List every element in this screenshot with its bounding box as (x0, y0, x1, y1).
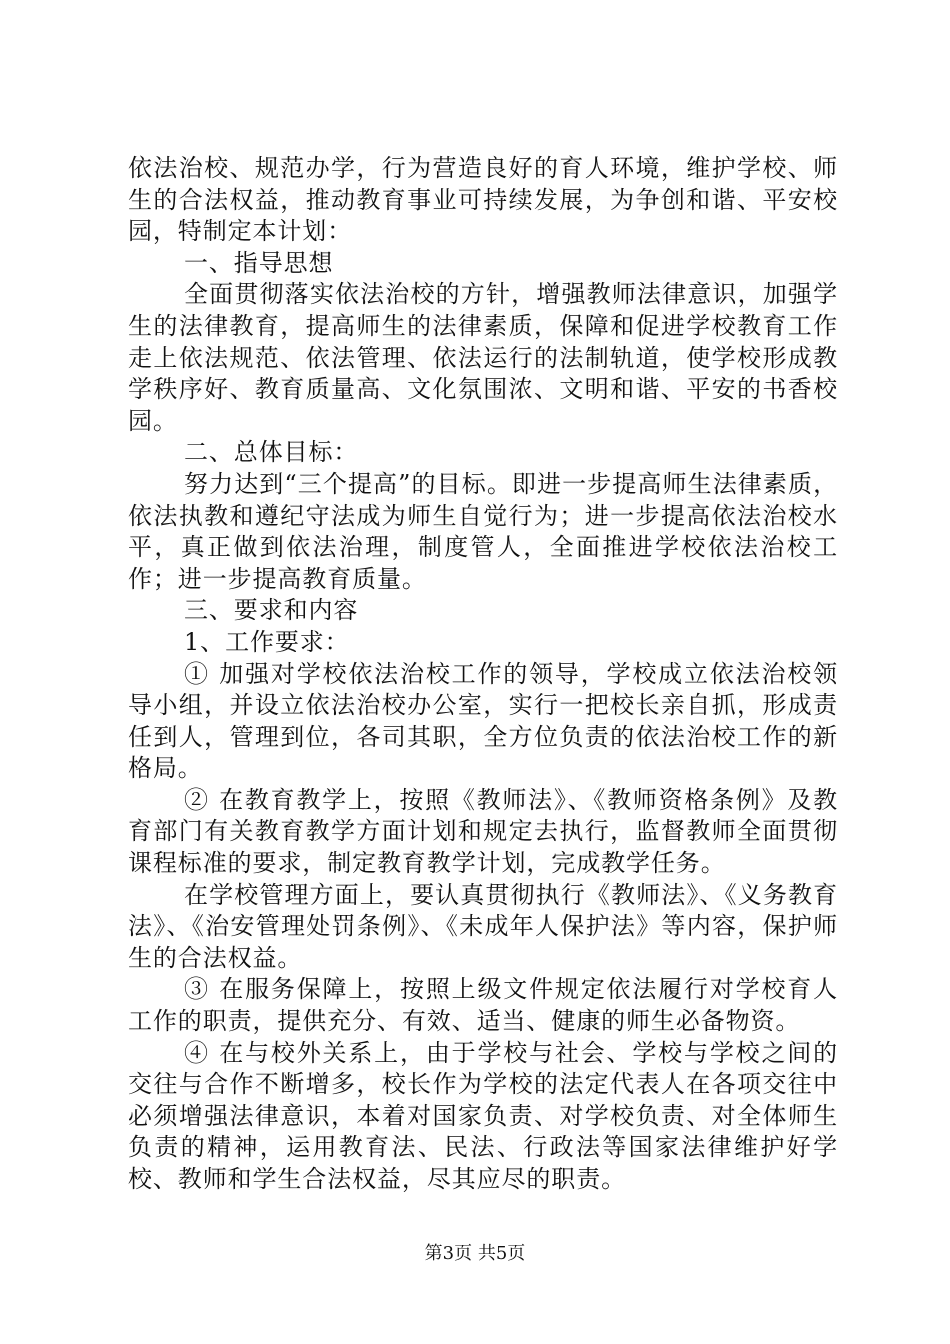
paragraph-school-management: 在学校管理方面上，要认真贯彻执行《教师法》、《义务教育法》、《治安管理处罚条例》、《未成年人保护法》等内容，保护师生的合法权益。 (128, 880, 838, 972)
paragraph-guiding-ideology: 全面贯彻落实依法治校的方针，增强教师法律意识，加强学生的法律教育，提高师生的法律素质，保障和促进学校教育工作走上依法规范、依法管理、依法运行的法制轨道，使学校形成教学秩序好、教育质量高、文化氛围浓、文明和谐、平安的书香校园。 (128, 280, 838, 435)
heading-guiding-ideology: 一、指导思想 (184, 248, 334, 277)
paragraph-overall-goal: 努力达到“三个提高”的目标。即进一步提高师生法律素质，依法执教和遵纪守法成为师生自觉行为；进一步提高依法治校水平，真正做到依法治理，制度管人，全面推进学校依法治校工作；进一步提高教育质量。 (128, 469, 838, 593)
page-footer (0, 1242, 950, 1266)
page-number: 第3页 共5页 (424, 1243, 526, 1264)
paragraph-intro: 依法治校、规范办学，行为营造良好的育人环境，维护学校、师生的合法权益，推动教育事业可持续发展，为争创和谐、平安校园，特制定本计划： (128, 154, 838, 246)
paragraph-item-4: ④ 在与校外关系上，由于学校与社会、学校与学校之间的交往与合作不断增多，校长作为学校的法定代表人在各项交往中必须增强法律意识，本着对国家负责、对学校负责、对全体师生负责的精神，运用教育法、民法、行政法等国家法律维护好学校、教师和学生合法权益，尽其应尽的职责。 (128, 1038, 838, 1193)
heading-requirements: 三、要求和内容 (184, 596, 359, 625)
heading-overall-goal: 二、总体目标： (184, 438, 359, 467)
subheading-work-requirements: 1、工作要求： (184, 627, 350, 656)
paragraph-item-1: ① 加强对学校依法治校工作的领导，学校成立依法治校领导小组，并设立依法治校办公室，实行一把校长亲自抓，形成责任到人，管理到位，各司其职，全方位负责的依法治校工作的新格局。 (128, 659, 838, 783)
paragraph-item-3: ③ 在服务保障上，按照上级文件规定依法履行对学校育人工作的职责，提供充分、有效、适当、健康的师生必备物资。 (128, 975, 838, 1036)
paragraph-item-2: ② 在教育教学上，按照《教师法》、《教师资格条例》及教育部门有关教育教学方面计划和规定去执行，监督教师全面贯彻课程标准的要求，制定教育教学计划，完成教学任务。 (128, 785, 838, 878)
document-body (128, 153, 838, 1196)
